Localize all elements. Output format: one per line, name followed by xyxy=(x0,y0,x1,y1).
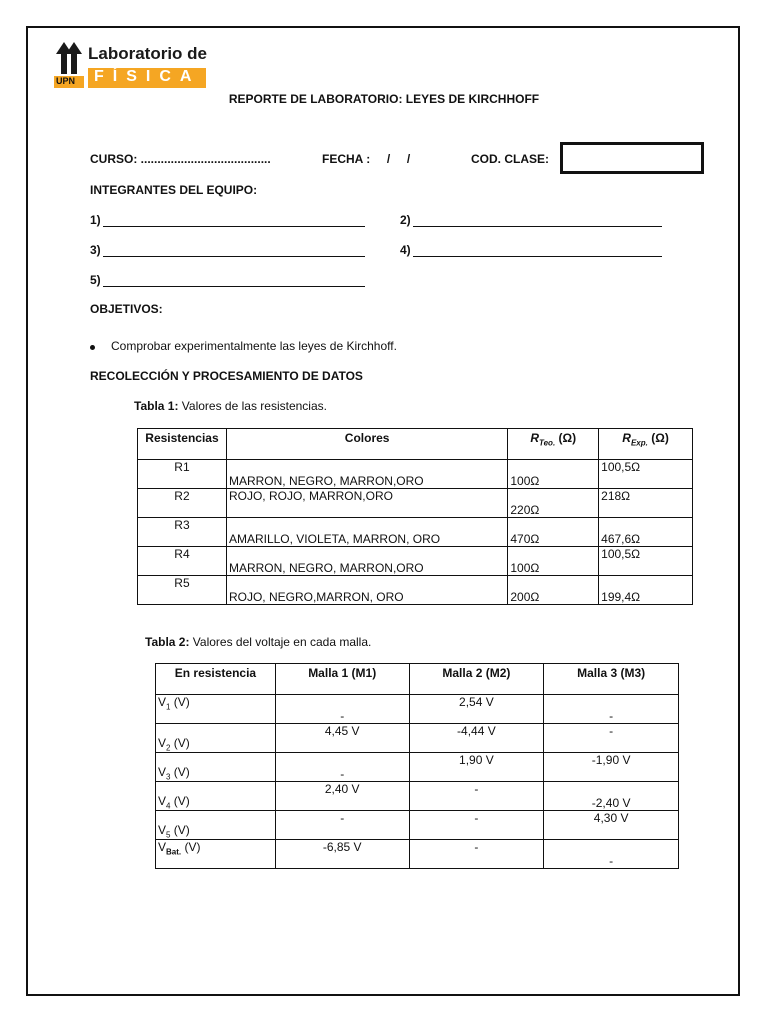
table-row: R5 ROJO, NEGRO,MARRON, ORO 200Ω 199,4Ω xyxy=(138,576,693,605)
member-label-5: 5) xyxy=(90,273,101,287)
table-row: $V_3$ (V) - 1,90 V -1,90 V xyxy=(156,753,679,782)
section-heading: RECOLECCIÓN Y PROCESAMIENTO DE DATOS xyxy=(90,369,363,383)
table-row: $V_1$ (V) - 2,54 V - xyxy=(156,695,679,724)
header-r-exp: $R_{Exp.}$ (Ω) xyxy=(599,429,693,460)
table-row: R3 AMARILLO, VIOLETA, MARRON, ORO 470Ω 467,6Ω xyxy=(138,518,693,547)
header-r-teo: $R_{Teo.}$ (Ω) xyxy=(508,429,599,460)
header-malla-1: Malla 1 (M1) xyxy=(275,664,409,695)
member-line-2[interactable] xyxy=(413,226,662,227)
curso-label: CURSO: ....................................... xyxy=(90,152,271,166)
member-label-1: 1) xyxy=(90,213,101,227)
header-resistencias: Resistencias xyxy=(138,429,227,460)
table-header-row xyxy=(138,429,693,460)
voltage-table xyxy=(155,663,679,869)
member-line-5[interactable] xyxy=(103,286,365,287)
cod-clase-label: COD. CLASE: xyxy=(471,152,549,166)
header-malla-3: Malla 3 (M3) xyxy=(544,664,679,695)
cod-clase-input[interactable] xyxy=(560,142,704,174)
member-label-2: 2) xyxy=(400,213,411,227)
table-row: $V_4$ (V) 2,40 V - -2,40 V xyxy=(156,782,679,811)
table1-caption: Tabla 1: Valores de las resistencias. xyxy=(134,399,327,413)
page-title: REPORTE DE LABORATORIO: LEYES DE KIRCHHOFF xyxy=(228,92,540,106)
header-colores: Colores xyxy=(226,429,507,460)
fecha-label: FECHA : / / xyxy=(322,152,411,166)
member-line-3[interactable] xyxy=(103,256,365,257)
integrantes-label: INTEGRANTES DEL EQUIPO: xyxy=(90,183,258,197)
arrows-logo-icon xyxy=(54,40,84,76)
logo-line1: Laboratorio de xyxy=(88,44,208,63)
table-header-row xyxy=(156,664,679,695)
objetivo-item: Comprobar experimentalmente las leyes de Kirchhoff. xyxy=(111,339,397,353)
logo-band xyxy=(88,68,206,88)
table-row: $V_5$ (V) - - 4,30 V xyxy=(156,811,679,840)
logo xyxy=(54,40,214,90)
table-row: R2 ROJO, ROJO, MARRON,ORO 220Ω 218Ω xyxy=(138,489,693,518)
table-row: R1 MARRON, NEGRO, MARRON,ORO 100Ω 100,5Ω xyxy=(138,460,693,489)
logo-line2: FÍSICA xyxy=(94,68,201,85)
resistances-table xyxy=(137,428,693,605)
member-label-4: 4) xyxy=(400,243,411,257)
member-label-3: 3) xyxy=(90,243,101,257)
member-line-4[interactable] xyxy=(413,256,662,257)
table-row: $V_{Bat.}$ (V) -6,85 V - - xyxy=(156,840,679,869)
header-en-resistencia: En resistencia xyxy=(156,664,276,695)
bullet-icon xyxy=(90,345,95,350)
table-row: R4 MARRON, NEGRO, MARRON,ORO 100Ω 100,5Ω xyxy=(138,547,693,576)
table-row: $V_2$ (V) 4,45 V -4,44 V - xyxy=(156,724,679,753)
logo-badge: UPN xyxy=(56,76,76,86)
header-malla-2: Malla 2 (M2) xyxy=(409,664,544,695)
objetivos-heading: OBJETIVOS: xyxy=(90,302,163,316)
table2-caption: Tabla 2: Valores del voltaje en cada malla. xyxy=(145,635,372,649)
member-line-1[interactable] xyxy=(103,226,365,227)
